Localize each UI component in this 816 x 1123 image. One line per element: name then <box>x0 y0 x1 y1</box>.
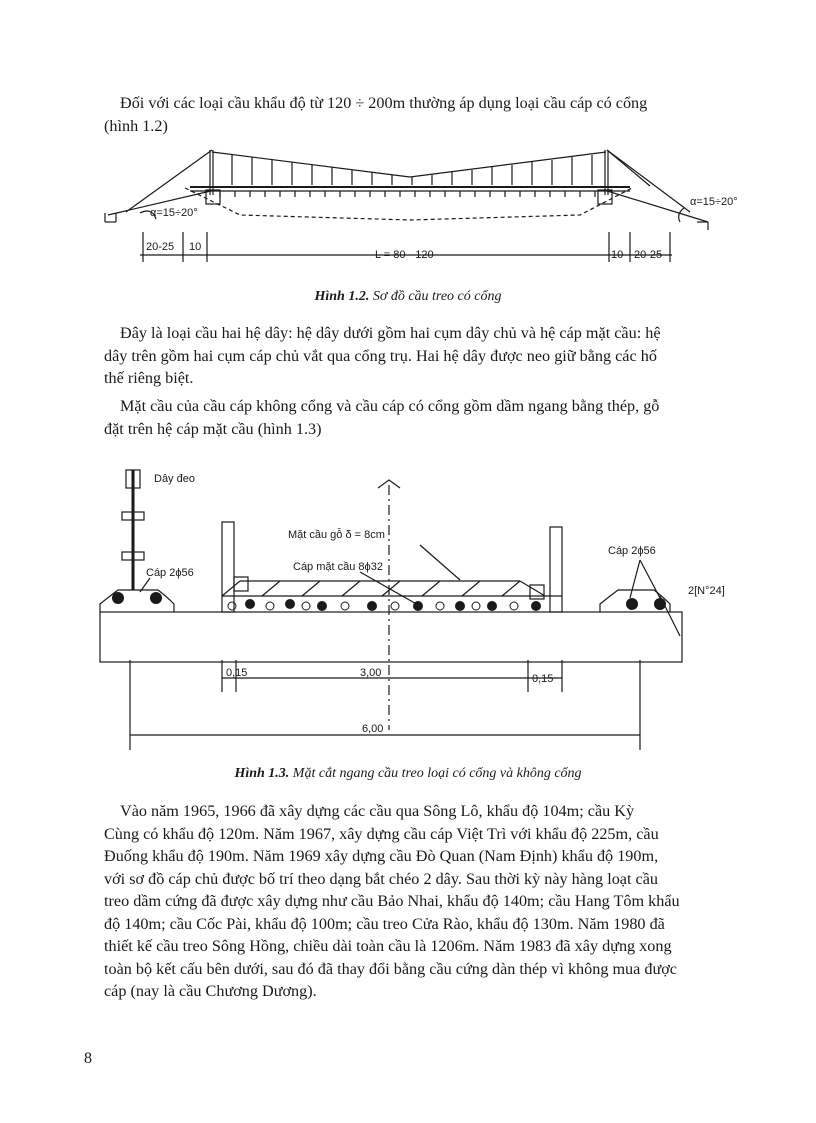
para3-line-1: Mặt cầu của cầu cáp không cổng và cầu cáp có cổng gồm dầm ngang bằng thép, gỗ <box>120 397 660 415</box>
para3-line-2: đặt trên hệ cáp mặt cầu (hình 1.3) <box>104 419 322 438</box>
para4-line-2: Cùng có khẩu độ 120m. Năm 1967, xây dựng cầu cáp Việt Trì với khẩu độ 225m, cầu <box>104 824 659 843</box>
intro-line-1: Đối với các loại cầu khẩu độ từ 120 ÷ 200m thường áp dụng loại cầu cáp có cổng <box>120 94 648 112</box>
dim-015-left: 0,15 <box>226 667 248 679</box>
figure-1-2-caption-label: Hình 1.2. <box>314 289 370 304</box>
para4-line-4: với sơ đồ cáp chủ được bố trí theo dạng bắt chéo 2 dây. Sau thời kỳ này hàng loạt cầu <box>104 869 658 888</box>
para4-line-3: Đuống khẩu độ 190m. Năm 1969 xây dựng cầu Đò Quan (Nam Định) khẩu độ 190m, <box>104 847 659 865</box>
dim-300: 3,00 <box>360 667 382 679</box>
rail-post-left <box>222 522 234 612</box>
para4-line-8: toàn bộ kết cấu bên dưới, sau đó đã thay đổi bằng cầu cứng dàn thép vì không mua được <box>104 959 677 978</box>
figure-1-3-caption-text: Mặt cắt ngang cầu treo loại có cổng và không cổng <box>292 766 582 781</box>
label-cable-left: Cáp 2ϕ56 <box>146 567 194 579</box>
angle-left-label: α=15÷20° <box>150 207 198 219</box>
rail-post-right <box>550 527 562 612</box>
dim-600: 6,00 <box>362 723 384 735</box>
label-deck-cable: Cáp mặt cầu 8ϕ32 <box>293 561 383 573</box>
para4-line-7: thiết kế cầu treo Sông Hồng, chiều dài toàn cầu là 1206m. Năm 1983 đã xây dựng xong <box>104 937 672 955</box>
cross-beam <box>100 612 682 662</box>
paragraph-history <box>104 800 752 1003</box>
angle-right-label: α=15÷20° <box>690 196 738 208</box>
para2-line-3: thế riêng biệt. <box>104 369 194 387</box>
dim-left-outer: 20-25 <box>146 241 175 253</box>
para4-line-9: cáp (nay là cầu Chương Dương). <box>104 982 317 1000</box>
intro-line-2: (hình 1.2) <box>104 116 168 135</box>
label-hanger: Dây đeo <box>154 473 195 485</box>
dim-015-right: 0,15 <box>532 673 554 685</box>
para2-line-2: dây trên gồm hai cụm cáp chủ vắt qua cổng trụ. Hai hệ dây được neo giữ bằng các hố <box>104 346 657 365</box>
dim-span: L = 80 - 120 <box>375 249 434 261</box>
para2-line-1: Đây là loại cầu hai hệ dây: hệ dây dưới gồm hai cụm dây chủ và hệ cáp mặt cầu: hệ <box>120 324 661 342</box>
para4-line-6: độ 140m; cầu Cốc Pài, khẩu độ 100m; cầu treo Cửa Rào, khẩu độ 130m. Năm 1980 đã <box>104 914 665 933</box>
dim-left-inner: 10 <box>189 241 202 253</box>
para4-line-5: treo dầm cứng đã được xây dựng như cầu Bảo Nhai, khẩu độ 140m; cầu Hang Tôm khẩu <box>104 892 680 910</box>
label-deck-wood: Mặt cầu gỗ δ = 8cm <box>288 529 385 541</box>
dim-right-outer: 20-25 <box>634 249 663 261</box>
figure-1-3-caption <box>108 766 708 782</box>
page-number: 8 <box>84 1050 92 1067</box>
label-cable-right: Cáp 2ϕ56 <box>608 545 656 557</box>
dim-right-inner: 10 <box>611 249 624 261</box>
figure-1-3-caption-label: Hình 1.3. <box>234 766 290 781</box>
figure-1-2-caption-text: Sơ đồ cầu treo có cổng <box>372 289 502 304</box>
label-beam: 2[N°24] <box>688 585 725 597</box>
para4-line-1: Vào năm 1965, 1966 đã xây dựng các cầu qua Sông Lô, khẩu độ 104m; cầu Kỳ <box>120 802 635 820</box>
